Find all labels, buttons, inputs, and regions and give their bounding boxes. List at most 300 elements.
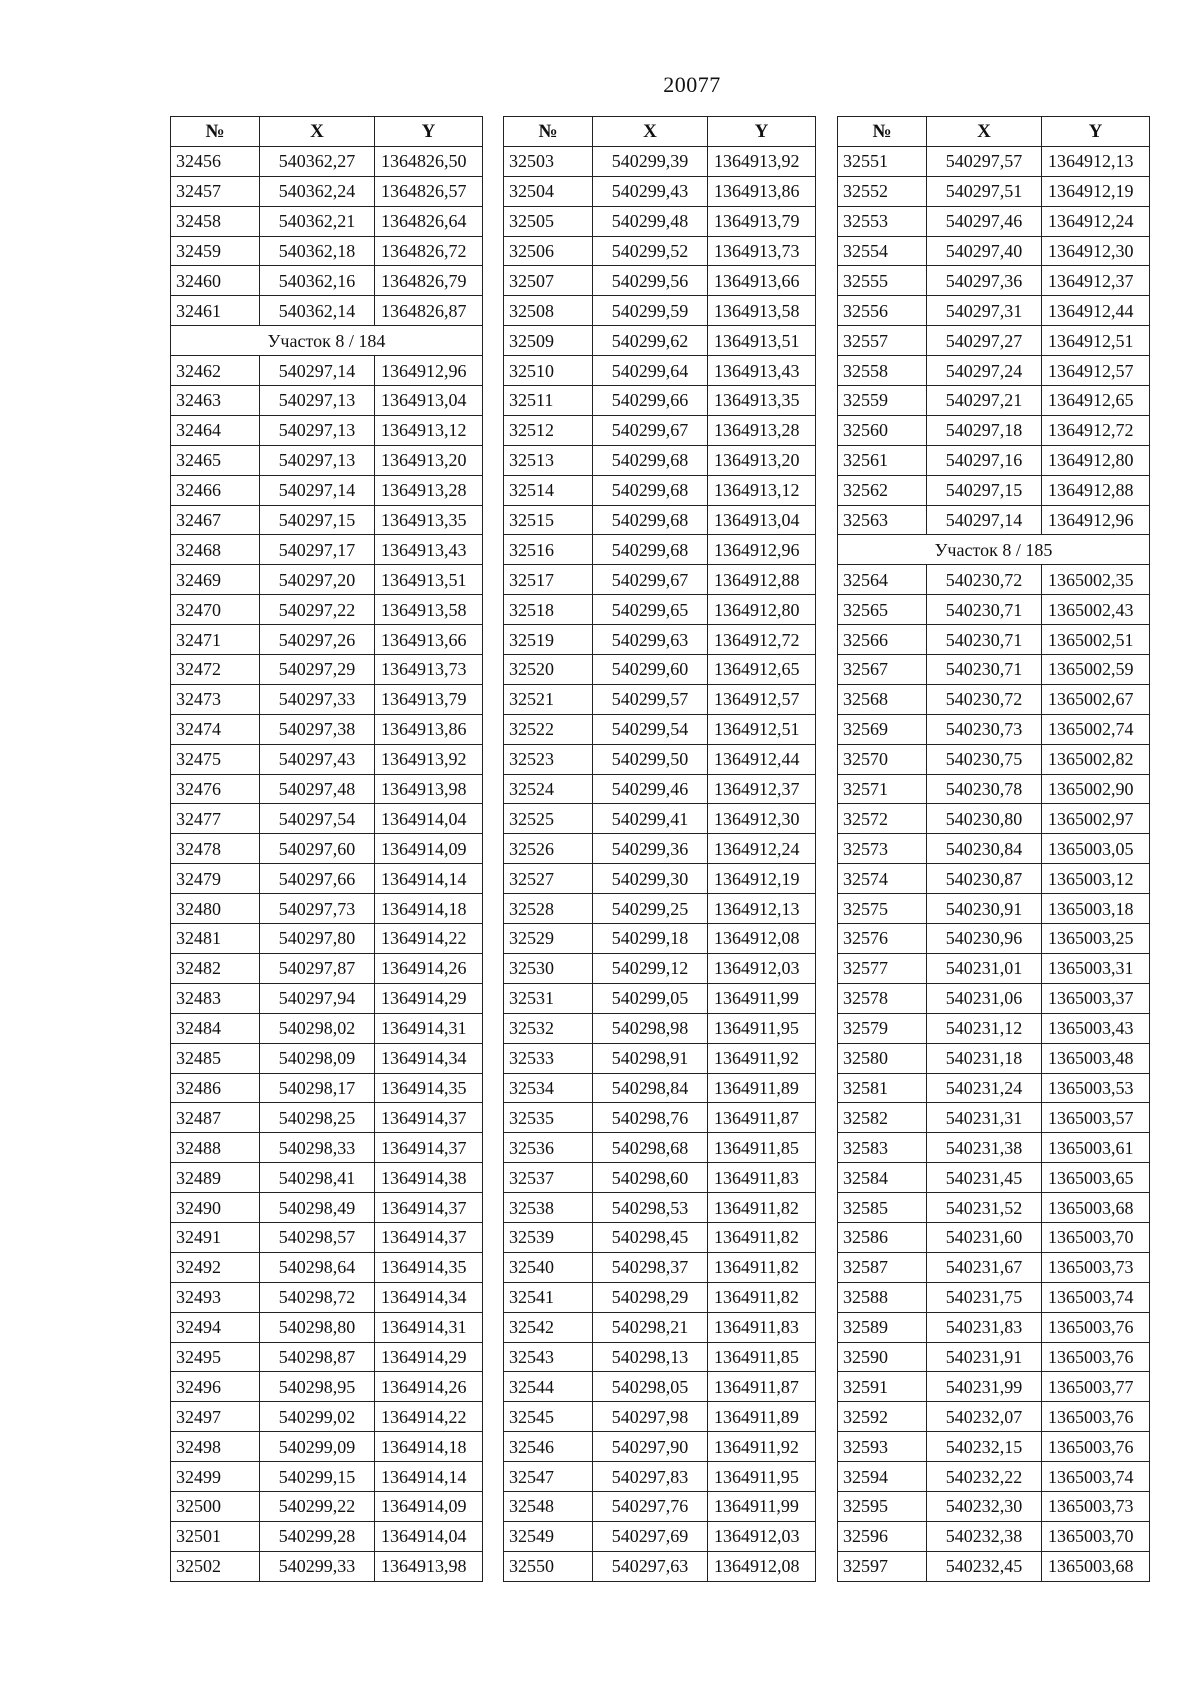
- point-number-cell: 32486: [171, 1073, 260, 1103]
- x-coordinate-cell: 540299,41: [593, 804, 708, 834]
- x-coordinate-cell: 540297,73: [260, 894, 375, 924]
- x-coordinate-cell: 540297,76: [593, 1491, 708, 1521]
- x-coordinate-cell: 540299,66: [593, 386, 708, 416]
- point-number-cell: 32465: [171, 445, 260, 475]
- y-coordinate-cell: 1364826,72: [375, 236, 483, 266]
- table-row: [171, 535, 483, 565]
- x-coordinate-cell: 540297,24: [927, 356, 1042, 386]
- point-number-cell: 32554: [838, 236, 927, 266]
- y-coordinate-cell: 1364911,89: [708, 1402, 816, 1432]
- point-number-cell: 32548: [504, 1491, 593, 1521]
- point-number-cell: 32583: [838, 1133, 927, 1163]
- y-coordinate-cell: 1364912,65: [708, 655, 816, 685]
- y-coordinate-cell: 1364913,20: [708, 445, 816, 475]
- table-row: [171, 1551, 483, 1581]
- y-coordinate-cell: 1364911,99: [708, 983, 816, 1013]
- y-coordinate-cell: 1364914,31: [375, 1013, 483, 1043]
- point-number-cell: 32501: [171, 1521, 260, 1551]
- y-coordinate-cell: 1364913,86: [375, 714, 483, 744]
- table-row: [838, 655, 1150, 685]
- table-row: [171, 415, 483, 445]
- y-coordinate-cell: 1364911,87: [708, 1103, 816, 1133]
- x-coordinate-cell: 540297,63: [593, 1551, 708, 1581]
- x-coordinate-cell: 540297,14: [927, 505, 1042, 535]
- y-coordinate-cell: 1364912,13: [708, 894, 816, 924]
- table-row: [838, 1342, 1150, 1372]
- x-coordinate-cell: 540299,68: [593, 535, 708, 565]
- point-number-cell: 32544: [504, 1372, 593, 1402]
- table-row: [504, 1103, 816, 1133]
- y-coordinate-cell: 1364912,24: [708, 834, 816, 864]
- table-row: [171, 1402, 483, 1432]
- y-coordinate-cell: 1364913,66: [375, 625, 483, 655]
- table-row: [838, 983, 1150, 1013]
- point-number-cell: 32535: [504, 1103, 593, 1133]
- y-coordinate-cell: 1364914,18: [375, 894, 483, 924]
- x-coordinate-cell: 540299,22: [260, 1491, 375, 1521]
- x-coordinate-cell: 540297,54: [260, 804, 375, 834]
- y-coordinate-cell: 1364911,89: [708, 1073, 816, 1103]
- x-coordinate-cell: 540297,31: [927, 296, 1042, 326]
- x-coordinate-cell: 540362,27: [260, 146, 375, 176]
- x-coordinate-cell: 540298,17: [260, 1073, 375, 1103]
- x-coordinate-cell: 540297,14: [260, 475, 375, 505]
- point-number-cell: 32591: [838, 1372, 927, 1402]
- table-row: [504, 625, 816, 655]
- y-coordinate-cell: 1364914,38: [375, 1163, 483, 1193]
- point-number-cell: 32518: [504, 595, 593, 625]
- table-row: [504, 1013, 816, 1043]
- point-number-cell: 32476: [171, 774, 260, 804]
- table-row: [504, 475, 816, 505]
- point-number-cell: 32482: [171, 953, 260, 983]
- table-row: [171, 1133, 483, 1163]
- point-number-cell: 32576: [838, 924, 927, 954]
- x-coordinate-cell: 540297,15: [927, 475, 1042, 505]
- y-coordinate-cell: 1364826,57: [375, 176, 483, 206]
- table-row: [504, 326, 816, 356]
- y-coordinate-cell: 1364913,12: [375, 415, 483, 445]
- point-number-cell: 32543: [504, 1342, 593, 1372]
- point-number-cell: 32464: [171, 415, 260, 445]
- point-number-cell: 32568: [838, 684, 927, 714]
- x-coordinate-cell: 540299,48: [593, 206, 708, 236]
- x-coordinate-cell: 540299,18: [593, 924, 708, 954]
- table-row: [838, 774, 1150, 804]
- y-coordinate-cell: 1364914,37: [375, 1222, 483, 1252]
- point-number-cell: 32569: [838, 714, 927, 744]
- point-number-cell: 32553: [838, 206, 927, 236]
- y-coordinate-cell: 1364912,19: [708, 864, 816, 894]
- x-coordinate-cell: 540297,57: [927, 146, 1042, 176]
- table-row: [504, 1282, 816, 1312]
- x-coordinate-cell: 540297,87: [260, 953, 375, 983]
- x-coordinate-cell: 540299,09: [260, 1432, 375, 1462]
- x-coordinate-cell: 540299,64: [593, 356, 708, 386]
- y-coordinate-cell: 1364911,95: [708, 1013, 816, 1043]
- table-row: [171, 1163, 483, 1193]
- y-coordinate-cell: 1364913,98: [375, 774, 483, 804]
- point-number-cell: 32509: [504, 326, 593, 356]
- point-number-cell: 32485: [171, 1043, 260, 1073]
- point-number-cell: 32577: [838, 953, 927, 983]
- table-row: [504, 206, 816, 236]
- point-number-cell: 32524: [504, 774, 593, 804]
- y-coordinate-cell: 1365002,90: [1042, 774, 1150, 804]
- point-number-cell: 32556: [838, 296, 927, 326]
- point-number-cell: 32530: [504, 953, 593, 983]
- table-row: [838, 864, 1150, 894]
- header-row: [838, 117, 1150, 147]
- table-row: [504, 535, 816, 565]
- point-number-cell: 32474: [171, 714, 260, 744]
- point-number-cell: 32592: [838, 1402, 927, 1432]
- table-row: [838, 296, 1150, 326]
- table-row: [838, 445, 1150, 475]
- y-coordinate-cell: 1364911,95: [708, 1462, 816, 1492]
- x-coordinate-cell: 540299,39: [593, 146, 708, 176]
- table-row: [838, 356, 1150, 386]
- table-row: [171, 714, 483, 744]
- y-coordinate-cell: 1364911,92: [708, 1043, 816, 1073]
- x-coordinate-cell: 540362,18: [260, 236, 375, 266]
- point-number-cell: 32571: [838, 774, 927, 804]
- x-coordinate-cell: 540230,71: [927, 595, 1042, 625]
- y-coordinate-cell: 1364911,83: [708, 1312, 816, 1342]
- section-row: [838, 535, 1150, 565]
- y-coordinate-cell: 1365003,70: [1042, 1521, 1150, 1551]
- point-number-cell: 32503: [504, 146, 593, 176]
- x-coordinate-cell: 540297,40: [927, 236, 1042, 266]
- table-row: [171, 894, 483, 924]
- section-title: Участок 8 / 185: [838, 535, 1150, 565]
- table-row: [838, 1133, 1150, 1163]
- y-coordinate-cell: 1364914,37: [375, 1133, 483, 1163]
- point-number-cell: 32555: [838, 266, 927, 296]
- header-y: Y: [375, 117, 483, 147]
- point-number-cell: 32519: [504, 625, 593, 655]
- point-number-cell: 32541: [504, 1282, 593, 1312]
- table-row: [838, 1252, 1150, 1282]
- table-row: [171, 445, 483, 475]
- table-row: [504, 445, 816, 475]
- x-coordinate-cell: 540299,43: [593, 176, 708, 206]
- table-row: [504, 1043, 816, 1073]
- x-coordinate-cell: 540297,13: [260, 415, 375, 445]
- table-row: [838, 1462, 1150, 1492]
- y-coordinate-cell: 1364912,88: [1042, 475, 1150, 505]
- point-number-cell: 32538: [504, 1193, 593, 1223]
- y-coordinate-cell: 1364913,66: [708, 266, 816, 296]
- x-coordinate-cell: 540362,24: [260, 176, 375, 206]
- y-coordinate-cell: 1364912,72: [1042, 415, 1150, 445]
- y-coordinate-cell: 1364826,50: [375, 146, 483, 176]
- section-row: [171, 326, 483, 356]
- table-row: [838, 326, 1150, 356]
- table-row: [504, 834, 816, 864]
- point-number-cell: 32506: [504, 236, 593, 266]
- x-coordinate-cell: 540298,02: [260, 1013, 375, 1043]
- point-number-cell: 32473: [171, 684, 260, 714]
- table-row: [838, 1521, 1150, 1551]
- x-coordinate-cell: 540297,14: [260, 356, 375, 386]
- x-coordinate-cell: 540298,91: [593, 1043, 708, 1073]
- x-coordinate-cell: 540297,22: [260, 595, 375, 625]
- table-row: [171, 834, 483, 864]
- table-row: [171, 386, 483, 416]
- x-coordinate-cell: 540298,80: [260, 1312, 375, 1342]
- x-coordinate-cell: 540297,51: [927, 176, 1042, 206]
- table-row: [838, 1282, 1150, 1312]
- table-row: [171, 296, 483, 326]
- table-row: [838, 176, 1150, 206]
- point-number-cell: 32522: [504, 714, 593, 744]
- table-row: [171, 655, 483, 685]
- y-coordinate-cell: 1364911,99: [708, 1491, 816, 1521]
- y-coordinate-cell: 1364912,96: [708, 535, 816, 565]
- table-row: [171, 1342, 483, 1372]
- y-coordinate-cell: 1364826,79: [375, 266, 483, 296]
- point-number-cell: 32520: [504, 655, 593, 685]
- table-row: [504, 953, 816, 983]
- x-coordinate-cell: 540299,50: [593, 744, 708, 774]
- table-row: [504, 415, 816, 445]
- table-row: [838, 505, 1150, 535]
- table-row: [504, 176, 816, 206]
- y-coordinate-cell: 1364911,85: [708, 1342, 816, 1372]
- table-row: [838, 565, 1150, 595]
- y-coordinate-cell: 1365003,48: [1042, 1043, 1150, 1073]
- point-number-cell: 32551: [838, 146, 927, 176]
- x-coordinate-cell: 540297,69: [593, 1521, 708, 1551]
- table-row: [171, 475, 483, 505]
- point-number-cell: 32504: [504, 176, 593, 206]
- point-number-cell: 32508: [504, 296, 593, 326]
- header-row: [171, 117, 483, 147]
- x-coordinate-cell: 540232,30: [927, 1491, 1042, 1521]
- page-number: 20077: [663, 72, 721, 97]
- point-number-cell: 32483: [171, 983, 260, 1013]
- y-coordinate-cell: 1364913,35: [375, 505, 483, 535]
- x-coordinate-cell: 540231,01: [927, 953, 1042, 983]
- x-coordinate-cell: 540298,68: [593, 1133, 708, 1163]
- table-row: [504, 924, 816, 954]
- y-coordinate-cell: 1364914,31: [375, 1312, 483, 1342]
- y-coordinate-cell: 1365002,43: [1042, 595, 1150, 625]
- y-coordinate-cell: 1364914,14: [375, 1462, 483, 1492]
- x-coordinate-cell: 540297,26: [260, 625, 375, 655]
- point-number-cell: 32545: [504, 1402, 593, 1432]
- point-number-cell: 32575: [838, 894, 927, 924]
- header-y: Y: [708, 117, 816, 147]
- y-coordinate-cell: 1364911,82: [708, 1252, 816, 1282]
- point-number-cell: 32457: [171, 176, 260, 206]
- x-coordinate-cell: 540298,41: [260, 1163, 375, 1193]
- point-number-cell: 32470: [171, 595, 260, 625]
- table-row: [171, 1462, 483, 1492]
- y-coordinate-cell: 1365003,73: [1042, 1491, 1150, 1521]
- point-number-cell: 32539: [504, 1222, 593, 1252]
- point-number-cell: 32585: [838, 1193, 927, 1223]
- y-coordinate-cell: 1365003,05: [1042, 834, 1150, 864]
- y-coordinate-cell: 1364912,44: [708, 744, 816, 774]
- table-row: [171, 1372, 483, 1402]
- point-number-cell: 32526: [504, 834, 593, 864]
- y-coordinate-cell: 1365003,76: [1042, 1432, 1150, 1462]
- point-number-cell: 32507: [504, 266, 593, 296]
- y-coordinate-cell: 1364913,73: [375, 655, 483, 685]
- point-number-cell: 32523: [504, 744, 593, 774]
- table-row: [171, 684, 483, 714]
- table-row: [171, 953, 483, 983]
- x-coordinate-cell: 540230,78: [927, 774, 1042, 804]
- point-number-cell: 32529: [504, 924, 593, 954]
- table-row: [504, 983, 816, 1013]
- y-coordinate-cell: 1364912,30: [1042, 236, 1150, 266]
- x-coordinate-cell: 540299,62: [593, 326, 708, 356]
- y-coordinate-cell: 1364912,30: [708, 804, 816, 834]
- x-coordinate-cell: 540297,15: [260, 505, 375, 535]
- y-coordinate-cell: 1364911,85: [708, 1133, 816, 1163]
- x-coordinate-cell: 540298,13: [593, 1342, 708, 1372]
- point-number-cell: 32578: [838, 983, 927, 1013]
- x-coordinate-cell: 540231,75: [927, 1282, 1042, 1312]
- point-number-cell: 32580: [838, 1043, 927, 1073]
- x-coordinate-cell: 540299,33: [260, 1551, 375, 1581]
- x-coordinate-cell: 540297,13: [260, 445, 375, 475]
- coordinates-table-2: [503, 116, 816, 1582]
- y-coordinate-cell: 1364913,28: [708, 415, 816, 445]
- point-number-cell: 32472: [171, 655, 260, 685]
- y-coordinate-cell: 1365002,51: [1042, 625, 1150, 655]
- x-coordinate-cell: 540231,24: [927, 1073, 1042, 1103]
- y-coordinate-cell: 1364914,04: [375, 804, 483, 834]
- table-row: [838, 1312, 1150, 1342]
- x-coordinate-cell: 540299,68: [593, 445, 708, 475]
- x-coordinate-cell: 540299,52: [593, 236, 708, 266]
- x-coordinate-cell: 540230,91: [927, 894, 1042, 924]
- x-coordinate-cell: 540297,90: [593, 1432, 708, 1462]
- point-number-cell: 32561: [838, 445, 927, 475]
- table-row: [504, 774, 816, 804]
- x-coordinate-cell: 540232,38: [927, 1521, 1042, 1551]
- y-coordinate-cell: 1365002,59: [1042, 655, 1150, 685]
- x-coordinate-cell: 540230,75: [927, 744, 1042, 774]
- point-number-cell: 32566: [838, 625, 927, 655]
- x-coordinate-cell: 540298,53: [593, 1193, 708, 1223]
- point-number-cell: 32500: [171, 1491, 260, 1521]
- x-coordinate-cell: 540230,96: [927, 924, 1042, 954]
- x-coordinate-cell: 540299,68: [593, 505, 708, 535]
- y-coordinate-cell: 1365003,76: [1042, 1402, 1150, 1432]
- point-number-cell: 32462: [171, 356, 260, 386]
- x-coordinate-cell: 540299,46: [593, 774, 708, 804]
- x-coordinate-cell: 540297,60: [260, 834, 375, 864]
- y-coordinate-cell: 1364914,34: [375, 1043, 483, 1073]
- table-row: [171, 744, 483, 774]
- point-number-cell: 32466: [171, 475, 260, 505]
- point-number-cell: 32497: [171, 1402, 260, 1432]
- point-number-cell: 32593: [838, 1432, 927, 1462]
- y-coordinate-cell: 1364911,87: [708, 1372, 816, 1402]
- y-coordinate-cell: 1364912,13: [1042, 146, 1150, 176]
- point-number-cell: 32586: [838, 1222, 927, 1252]
- table-row: [838, 1491, 1150, 1521]
- x-coordinate-cell: 540297,83: [593, 1462, 708, 1492]
- x-coordinate-cell: 540298,33: [260, 1133, 375, 1163]
- table-row: [838, 206, 1150, 236]
- point-number-cell: 32461: [171, 296, 260, 326]
- point-number-cell: 32469: [171, 565, 260, 595]
- x-coordinate-cell: 540299,30: [593, 864, 708, 894]
- table-row: [838, 1551, 1150, 1581]
- table-row: [504, 236, 816, 266]
- y-coordinate-cell: 1364914,37: [375, 1103, 483, 1133]
- header-number: №: [171, 117, 260, 147]
- coordinates-table-3: [837, 116, 1150, 1582]
- point-number-cell: 32511: [504, 386, 593, 416]
- y-coordinate-cell: 1364913,51: [375, 565, 483, 595]
- point-number-cell: 32505: [504, 206, 593, 236]
- table-row: [504, 894, 816, 924]
- y-coordinate-cell: 1365003,68: [1042, 1193, 1150, 1223]
- y-coordinate-cell: 1364912,44: [1042, 296, 1150, 326]
- x-coordinate-cell: 540298,84: [593, 1073, 708, 1103]
- point-number-cell: 32487: [171, 1103, 260, 1133]
- table-row: [171, 1043, 483, 1073]
- table-row: [171, 1312, 483, 1342]
- point-number-cell: 32537: [504, 1163, 593, 1193]
- x-coordinate-cell: 540298,60: [593, 1163, 708, 1193]
- x-coordinate-cell: 540297,21: [927, 386, 1042, 416]
- y-coordinate-cell: 1364914,35: [375, 1073, 483, 1103]
- y-coordinate-cell: 1364913,20: [375, 445, 483, 475]
- point-number-cell: 32491: [171, 1222, 260, 1252]
- x-coordinate-cell: 540297,29: [260, 655, 375, 685]
- table-row: [171, 625, 483, 655]
- x-coordinate-cell: 540299,68: [593, 475, 708, 505]
- table-row: [171, 1103, 483, 1133]
- x-coordinate-cell: 540298,72: [260, 1282, 375, 1312]
- x-coordinate-cell: 540230,72: [927, 565, 1042, 595]
- point-number-cell: 32532: [504, 1013, 593, 1043]
- table-row: [838, 1043, 1150, 1073]
- point-number-cell: 32534: [504, 1073, 593, 1103]
- table-row: [504, 1312, 816, 1342]
- y-coordinate-cell: 1365002,82: [1042, 744, 1150, 774]
- table-row: [504, 356, 816, 386]
- table-row: [171, 236, 483, 266]
- table-row: [838, 834, 1150, 864]
- point-number-cell: 32467: [171, 505, 260, 535]
- y-coordinate-cell: 1365003,77: [1042, 1372, 1150, 1402]
- table-row: [838, 744, 1150, 774]
- point-number-cell: 32573: [838, 834, 927, 864]
- table-row: [504, 1402, 816, 1432]
- y-coordinate-cell: 1364913,58: [375, 595, 483, 625]
- x-coordinate-cell: 540297,66: [260, 864, 375, 894]
- x-coordinate-cell: 540298,95: [260, 1372, 375, 1402]
- point-number-cell: 32557: [838, 326, 927, 356]
- y-coordinate-cell: 1364914,04: [375, 1521, 483, 1551]
- table-row: [171, 774, 483, 804]
- y-coordinate-cell: 1364911,83: [708, 1163, 816, 1193]
- table-row: [171, 266, 483, 296]
- y-coordinate-cell: 1365003,18: [1042, 894, 1150, 924]
- y-coordinate-cell: 1364912,88: [708, 565, 816, 595]
- y-coordinate-cell: 1364913,79: [708, 206, 816, 236]
- point-number-cell: 32463: [171, 386, 260, 416]
